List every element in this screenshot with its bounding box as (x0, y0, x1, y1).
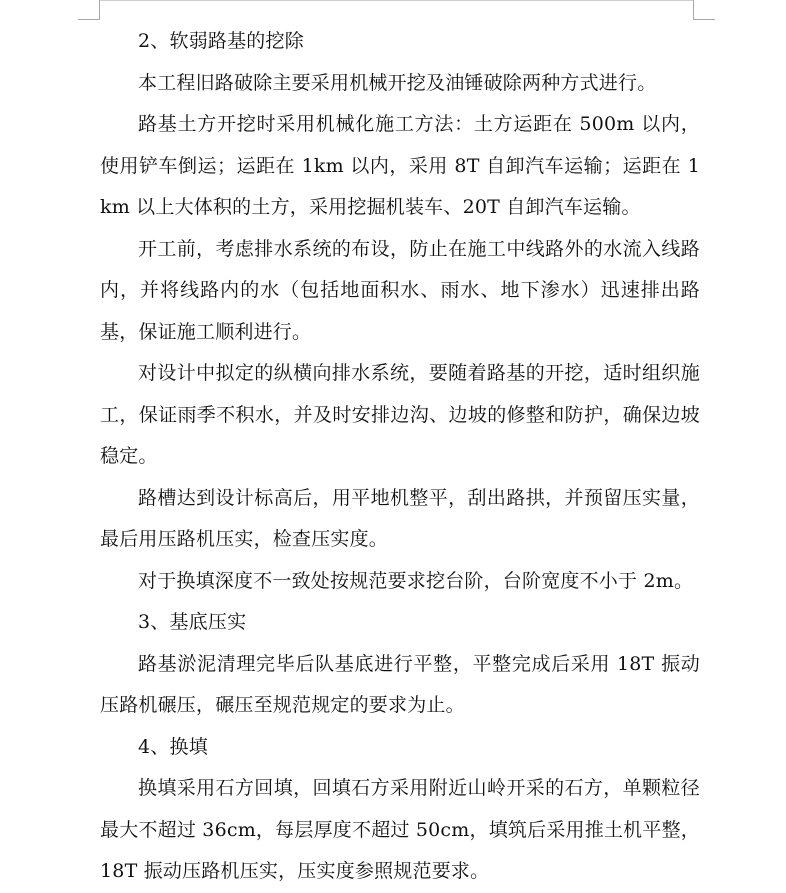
heading-base-compaction: 3、基底压实 (138, 611, 247, 633)
paragraph-earthwork-excavation: 路基土方开挖时采用机械化施工方法：土方运距在 500m 以内，使用铲车倒运；运距在 1km 以内，采用 8T 自卸汽车运输；运距在 1km 以上大体积的土方，采用挖掘机装车、20T 自卸汽车运输。 (100, 113, 700, 218)
paragraph-benching: 对于换填深度不一致处按规范要求挖台阶，台阶宽度不小于 2m。 (138, 569, 694, 592)
heading-soft-subgrade-removal: 2、软弱路基的挖除 (138, 30, 304, 52)
paragraph-old-road-removal: 本工程旧路破除主要采用机械开挖及油锤破除两种方式进行。 (138, 71, 657, 94)
paragraph-drainage-before-construction: 开工前，考虑排水系统的布设，防止在施工中线路外的水流入线路内，并将线路内的水（包括地面积水、雨水、地下渗水）迅速排出路基，保证施工顺利进行。 (100, 237, 700, 343)
heading-replacement-fill: 4、换填 (138, 735, 208, 758)
paragraph-drainage-system: 对设计中拟定的纵横向排水系统，要随着路基的开挖，适时组织施工，保证雨季不积水，并及时安排边沟、边坡的修整和防护，确保边坡稳定。 (100, 362, 700, 467)
paragraph-road-trough-leveling: 路槽达到设计标高后，用平地机整平，刮出路拱，并预留压实量，最后用压路机压实，检查压实度。 (100, 486, 700, 550)
paragraph-base-compaction: 路基淤泥清理完毕后队基底进行平整，平整完成后采用 18T 振动压路机碾压，碾压至规范规定的要求为止。 (100, 652, 700, 716)
crop-mark-left-horizontal (78, 19, 100, 20)
paragraph-replacement-fill: 换填采用石方回填，回填石方采用附近山岭开采的石方，单颗粒径最大不超过 36cm，每层厚度不超过 50cm，填筑后采用推土机平整，18T 振动压路机压实，压实度参照规范要求。 (100, 777, 700, 882)
document-page (100, 0, 700, 893)
